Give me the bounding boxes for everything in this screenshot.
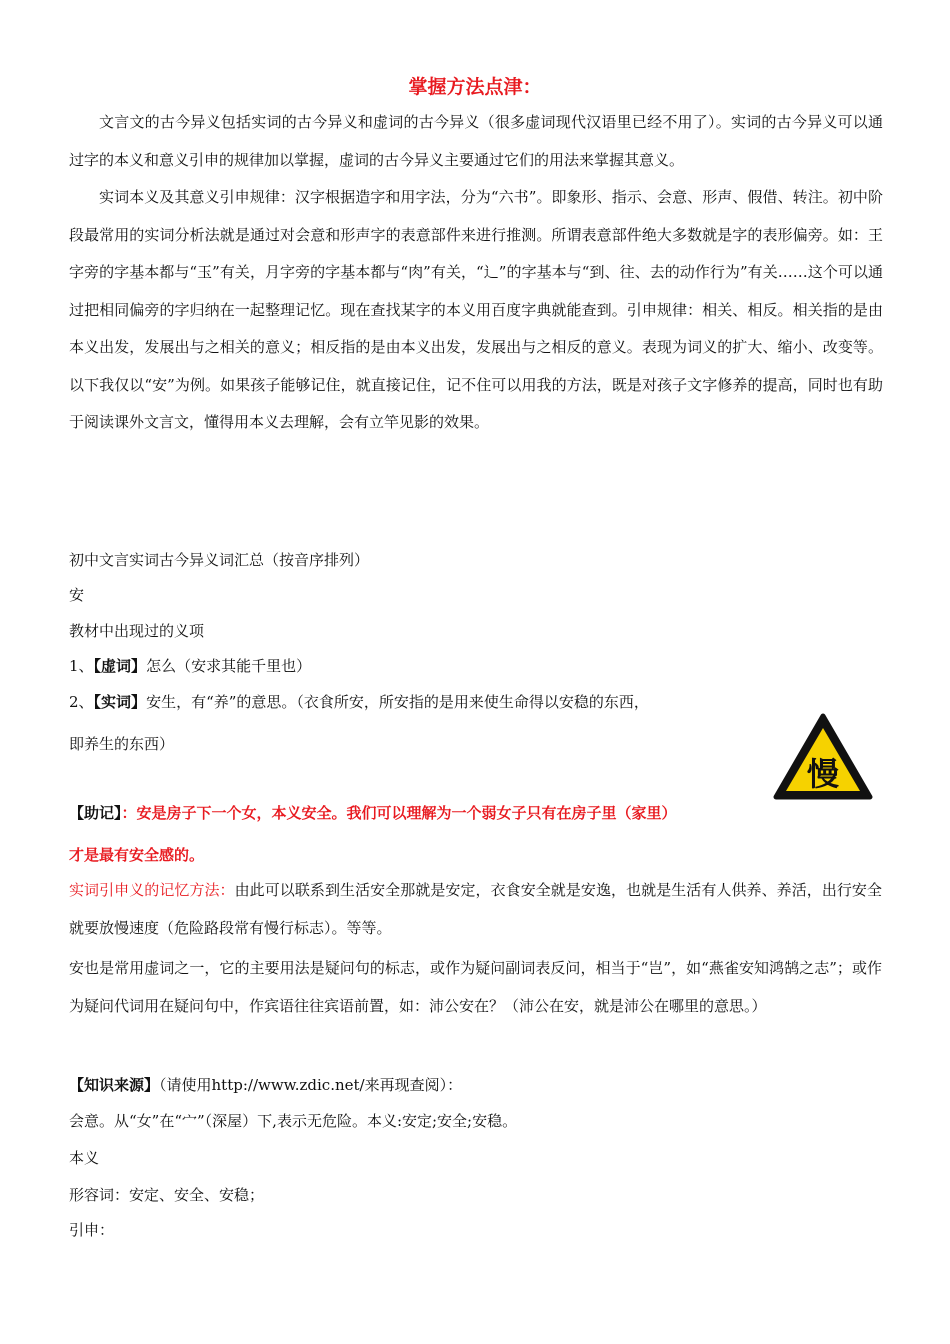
source-text: （请使用http://www.zdic.net/来再现查阅）：: [159, 1076, 463, 1094]
slow-traffic-sign-icon: [773, 713, 873, 801]
page-title: 掌握方法点津：: [408, 76, 542, 98]
mnemonic-colon: ：: [121, 804, 137, 822]
sense-item-1: [69, 654, 311, 678]
function-word-paragraph: 安也是常用虚词之一，它的主要用法是疑问句的标志，或作为疑问副词表反问，相当于“岂”，如“燕雀安知鸿鹄之志”；或作为疑问代词用在疑问句中，作宾语往往宾语前置，如：沛公安在？（沛公在安，就是沛公在哪里的意思。）: [69, 959, 882, 1015]
sign-text: 慢: [806, 755, 840, 793]
source-line: [69, 1073, 462, 1097]
extension-text: 由此可以联系到生活安全那就是安定，衣食安全就是安逸，也就是生活有人供养、养活，出行安全就要放慢速度（危险路段常有慢行标志）。等等。: [69, 881, 882, 937]
adjective-line: 形容词：安定、安全、安稳；: [69, 1186, 265, 1204]
sense-item-2-continuation: 即养生的东西）: [69, 735, 175, 753]
intro-paragraph-2: 实词本义及其意义引申规律：汉字根据造字和用字法，分为“六书”。即象形、指示、会意、形声、假借、转注。初中阶段最常用的实词分析法就是通过对会意和形声字的表意部件来进行推测。所谓表意部件绝大多数就是字的表形偏旁。如：王字旁的字基本都与“玉”有关，月字旁的字基本都与“肉”有关，“辶”的字基本与“到、往、去的动作行为”有关……这个可以通过把相同偏旁的字归纳在一起整理记忆。现在查找某字的本义用百度字典就能查到。引申规律：相关、相反。相关指的是由本义出发，发展出与之相关的意义；相反指的是由本义出发，发展出与之相反的意义。表现为词义的扩大、缩小、改变等。以下我仅以“安”为例。如果孩子能够记住，就直接记住，记不住可以用我的方法，既是对孩子文字修养的提高，同时也有助于阅读课外文言文，懂得用本义去理解，会有立竿见影的效果。: [69, 188, 883, 431]
sense-tag: 【虚词】: [93, 657, 147, 675]
benyi-heading: 本义: [69, 1149, 100, 1167]
mnemonic-text: 安是房子下一个女，本义安全。我们可以理解为一个弱女子只有在房子里（家里）: [136, 804, 677, 822]
sense-tag: 【实词】: [93, 693, 147, 711]
mnemonic-label: 【助记】: [69, 804, 122, 822]
extension-paragraph: [69, 872, 882, 947]
sense-item-2: [69, 690, 649, 714]
senses-heading: 教材中出现过的义项: [69, 622, 205, 640]
sense-number: 2、: [69, 693, 94, 711]
sense-text: 安生，有“养”的意思。（衣食所安，所安指的是用来使生命得以安稳的东西，: [146, 693, 649, 711]
mnemonic-line-1: [69, 801, 677, 825]
sense-text: 怎么（安求其能千里也）: [146, 657, 312, 675]
yinshen-heading: 引申：: [69, 1221, 115, 1239]
headword: 安: [69, 586, 85, 604]
extension-label: 实词引申义的记忆方法：: [69, 881, 235, 899]
etymology-line: 会意。从“女”在“宀”（深屋）下,表示无危险。本义:安定;安全;安稳。: [69, 1112, 518, 1130]
source-label: 【知识来源】: [69, 1076, 160, 1094]
mnemonic-line-2: 才是最有安全感的。: [69, 846, 205, 864]
sense-number: 1、: [69, 657, 94, 675]
summary-heading: 初中文言实词古今异义词汇总（按音序排列）: [69, 551, 370, 569]
intro-paragraph-1: 文言文的古今异义包括实词的古今异义和虚词的古今异义（很多虚词现代汉语里已经不用了）。实词的古今异义可以通过字的本义和意义引申的规律加以掌握，虚词的古今异义主要通过它们的用法来掌握其意义。: [69, 113, 883, 169]
